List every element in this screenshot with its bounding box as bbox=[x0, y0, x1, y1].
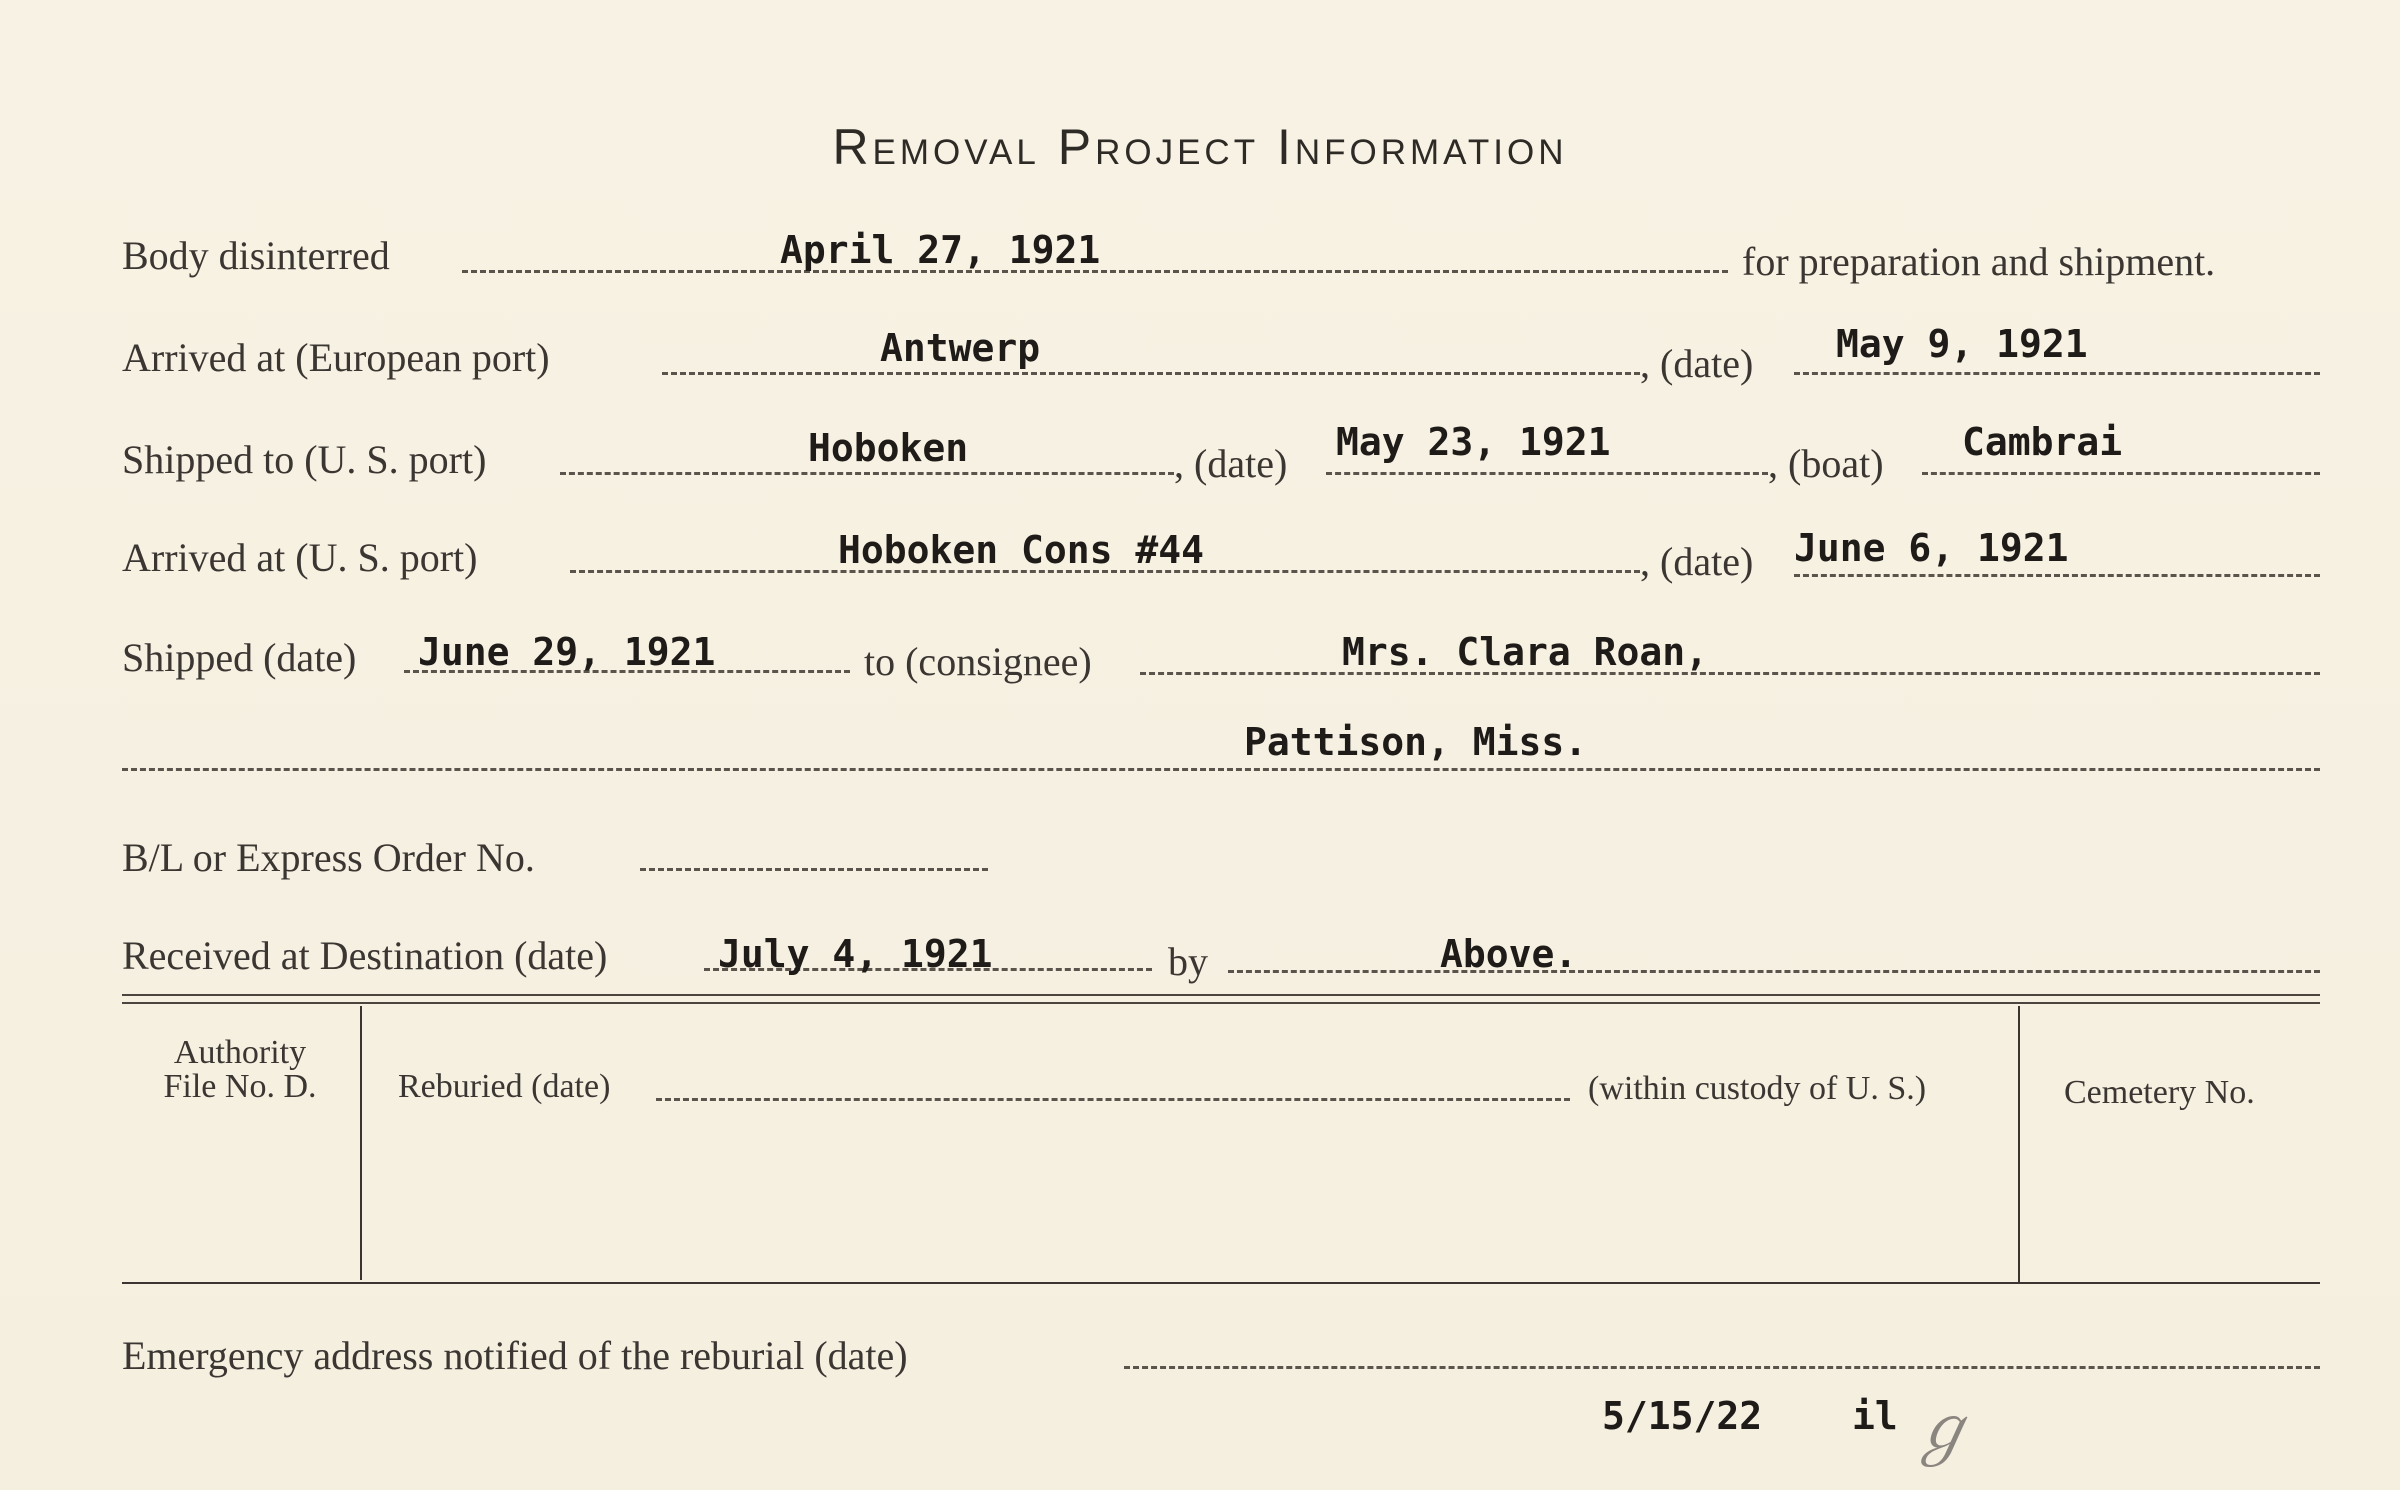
cemetery-label: Cemetery No. bbox=[2064, 1074, 2255, 1111]
shipped-us-boat-value: Cambrai bbox=[1962, 420, 2123, 464]
bl-order-line bbox=[640, 868, 988, 871]
consignee-line-2 bbox=[122, 768, 2320, 771]
arrived-us-date-value: June 6, 1921 bbox=[1794, 526, 2069, 570]
emergency-line bbox=[1124, 1366, 2320, 1369]
consignee-line bbox=[1140, 672, 2320, 675]
shipped-us-date-label: , (date) bbox=[1174, 441, 1288, 486]
shipped-us-boat-label: , (boat) bbox=[1768, 441, 1884, 486]
received-by-line bbox=[1228, 970, 2320, 973]
consignee-value: Mrs. Clara Roan, bbox=[1342, 630, 1709, 674]
stamp-date: 5/15/22 bbox=[1602, 1394, 1763, 1438]
arrived-european-line bbox=[662, 372, 1640, 375]
arrived-european-label: Arrived at (European port) bbox=[122, 335, 550, 380]
custody-label: (within custody of U. S.) bbox=[1588, 1070, 1927, 1107]
body-disinterred-label: Body disinterred bbox=[122, 233, 390, 278]
shipped-us-date-value: May 23, 1921 bbox=[1336, 420, 1611, 464]
arrived-us-label: Arrived at (U. S. port) bbox=[122, 535, 478, 580]
received-by-label: by bbox=[1168, 939, 1208, 984]
received-by-value: Above. bbox=[1440, 932, 1578, 976]
stamp-initials: il bbox=[1852, 1394, 1898, 1438]
body-disinterred-value: April 27, 1921 bbox=[780, 228, 1101, 272]
arrived-european-value: Antwerp bbox=[880, 326, 1041, 370]
double-rule-top bbox=[122, 994, 2320, 996]
arrived-european-date-value: May 9, 1921 bbox=[1836, 322, 2088, 366]
reburied-line bbox=[656, 1098, 1570, 1101]
shipped-us-value: Hoboken bbox=[808, 426, 969, 470]
body-disinterred-suffix: for preparation and shipment. bbox=[1742, 239, 2216, 284]
reburied-label: Reburied (date) bbox=[398, 1068, 611, 1105]
shipped-us-date-line bbox=[1326, 472, 1768, 475]
arrived-european-date-line bbox=[1794, 372, 2320, 375]
box-divider-left bbox=[360, 1006, 362, 1280]
shipped-us-label: Shipped to (U. S. port) bbox=[122, 437, 487, 482]
bl-order-label: B/L or Express Order No. bbox=[122, 835, 535, 880]
emergency-label: Emergency address notified of the reburial (date) bbox=[122, 1333, 908, 1378]
authority-label-1: Authority bbox=[173, 1034, 307, 1071]
box-bottom-rule bbox=[122, 1282, 2320, 1284]
card-title: Removal Project Information bbox=[832, 119, 1568, 175]
shipped-us-boat-line bbox=[1922, 472, 2320, 475]
shipped-us-line bbox=[560, 472, 1174, 475]
consignee-value-2: Pattison, Miss. bbox=[1244, 720, 1588, 764]
arrived-us-date-label: , (date) bbox=[1640, 539, 1754, 584]
arrived-us-value: Hoboken Cons #44 bbox=[838, 528, 1205, 572]
double-rule-bottom bbox=[122, 1002, 2320, 1004]
shipped-date-label: Shipped (date) bbox=[122, 635, 357, 680]
arrived-european-date-label: , (date) bbox=[1640, 341, 1754, 386]
authority-label-2: File No. D. bbox=[163, 1068, 317, 1105]
box-divider-right bbox=[2018, 1006, 2020, 1284]
shipped-date-value: June 29, 1921 bbox=[418, 630, 716, 674]
consignee-label: to (consignee) bbox=[864, 639, 1092, 684]
handwritten-mark-icon: ℊ bbox=[1910, 1393, 1974, 1467]
received-value: July 4, 1921 bbox=[718, 932, 993, 976]
received-label: Received at Destination (date) bbox=[122, 933, 608, 978]
arrived-us-date-line bbox=[1794, 574, 2320, 577]
